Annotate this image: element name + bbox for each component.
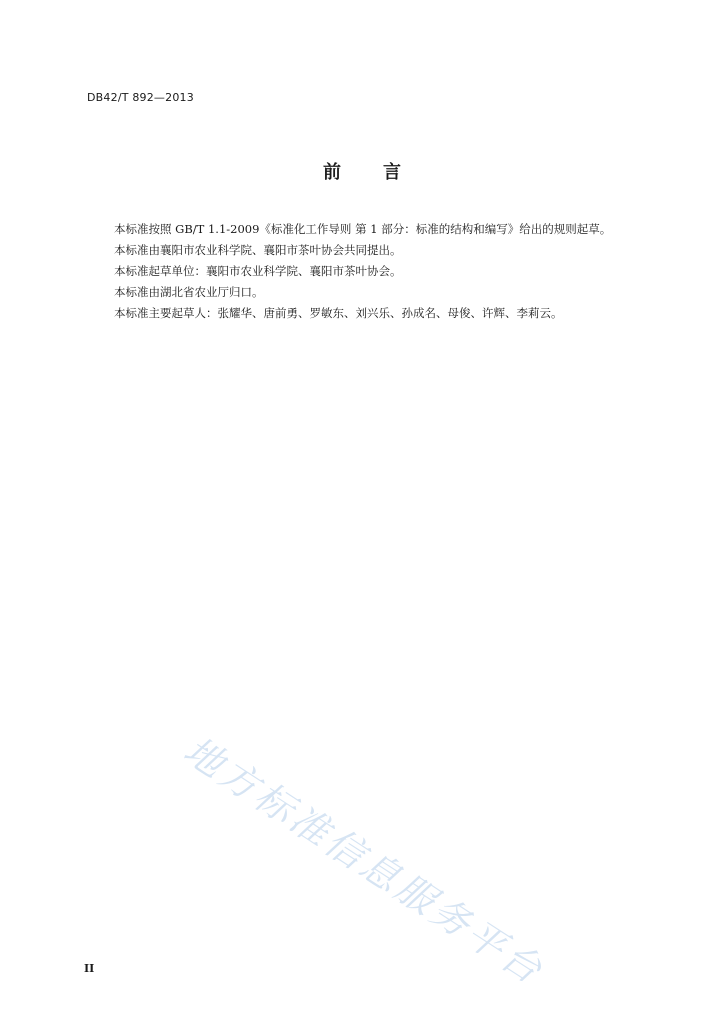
foreword-paragraph-3: 本标准起草单位：襄阳市农业科学院、襄阳市茶叶协会。: [114, 264, 402, 278]
page-title: 前言: [323, 162, 443, 183]
foreword-paragraph-5: 本标准主要起草人：张耀华、唐前勇、罗敏东、刘兴乐、孙成名、母俊、许辉、李莉云。: [114, 306, 563, 320]
foreword-paragraph-1: 本标准按照 GB/T 1.1-2009《标准化工作导则 第 1 部分：标准的结构和编写》给出的规则起草。: [114, 222, 612, 236]
foreword-paragraph-4: 本标准由湖北省农业厅归口。: [114, 285, 264, 299]
foreword-paragraph-2: 本标准由襄阳市农业科学院、襄阳市茶叶协会共同提出。: [114, 243, 402, 257]
watermark: 地方标准信息服务平台: [176, 727, 553, 994]
page-number: II: [84, 962, 95, 975]
document-code: DB42/T 892—2013: [87, 91, 194, 104]
foreword-body: [114, 219, 674, 324]
